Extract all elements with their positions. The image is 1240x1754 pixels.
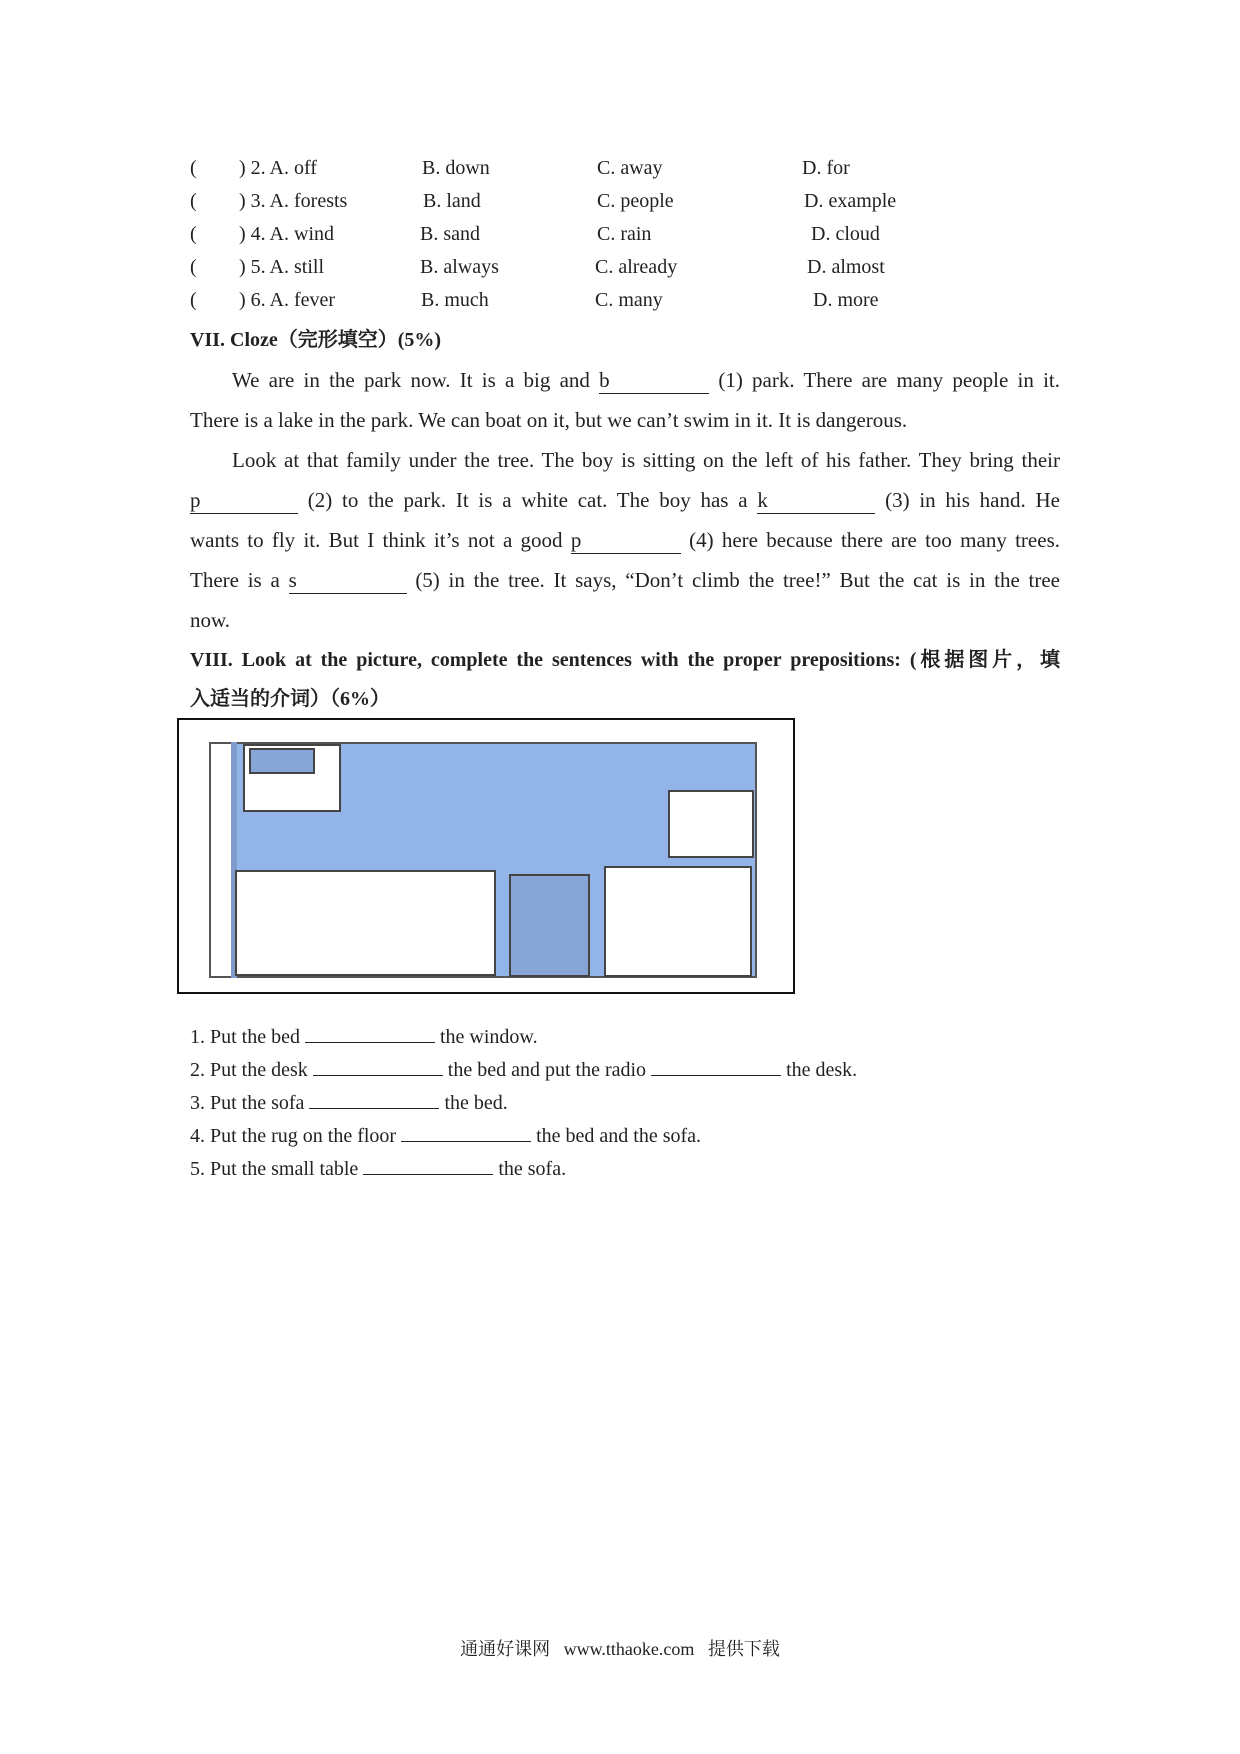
mc-option-d: D. cloud [811,223,880,245]
cloze-text: (2) to the park. It is a white cat. The boy has a [298,488,758,512]
answer-blank[interactable] [305,1018,435,1043]
cloze-text: (3) in his hand. He [875,488,1060,512]
cloze-blank-1[interactable] [599,367,709,394]
page-footer: 通通好课网 www.tthaoke.com 提供下载 [460,1639,780,1659]
bed-furniture [235,870,496,976]
question-text: 5. Put the small table [190,1158,364,1180]
cloze-line-6 [190,560,1060,600]
cloze-blank-5[interactable] [289,567,407,594]
mc-option-c: C. people [597,190,674,212]
mc-option-b: B. always [420,256,499,278]
answer-paren: ( [190,256,197,278]
answer-paren: ( [190,223,197,245]
section-8-heading: VIII. Look at the picture, complete the sentences with the proper prepositions: (根据图片，填 [190,649,1060,671]
cloze-hint-letter: p [190,488,201,512]
mc-option-a: ) 2. A. off [239,157,317,179]
cloze-line-1 [190,360,1060,400]
preposition-question-4 [190,1117,701,1153]
radio-furniture [249,748,315,774]
answer-blank[interactable] [401,1117,531,1142]
mc-option-c: C. rain [597,223,652,245]
mc-option-c: C. away [597,157,663,179]
mc-option-c: C. many [595,289,663,311]
cloze-blank-3[interactable] [757,487,875,514]
mc-option-b: B. down [422,157,490,179]
cloze-hint-letter: k [757,488,768,512]
mc-option-a: ) 4. A. wind [239,223,334,245]
room-left-wall [209,742,233,978]
section-7-heading: VII. Cloze（完形填空）(5%) [190,329,442,351]
preposition-question-3 [190,1084,508,1120]
mc-question-3 [190,186,950,216]
mc-option-a: ) 6. A. fever [239,289,336,311]
question-text: the bed and the sofa. [531,1125,702,1147]
mc-option-b: B. much [421,289,489,311]
question-text: 3. Put the sofa [190,1092,310,1114]
cloze-line-3: Look at that family under the tree. The boy is sitting on the left of his father. They bring their [232,448,1060,472]
cloze-text: There is a [190,568,289,592]
question-text: the desk. [781,1059,858,1081]
cloze-hint-letter: b [599,368,610,392]
question-text: the bed. [439,1092,508,1114]
question-text: 1. Put the bed [190,1026,305,1048]
mc-question-2 [190,153,950,183]
cloze-blank-2[interactable] [190,487,298,514]
cloze-line-4 [190,480,1060,520]
answer-paren: ( [190,190,197,212]
mc-option-d: D. almost [807,256,885,278]
mc-option-c: C. already [595,256,678,278]
cloze-text: (4) here because there are too many trees. [680,528,1060,552]
answer-blank[interactable] [309,1084,439,1109]
mc-option-d: D. example [804,190,897,212]
answer-blank[interactable] [651,1051,781,1076]
cloze-line-5 [190,520,1060,560]
rug-furniture [509,874,590,977]
preposition-question-2 [190,1051,857,1087]
question-text: the bed and put the radio [442,1059,652,1081]
question-text: the sofa. [493,1158,567,1180]
question-text: 2. Put the desk [190,1059,313,1081]
preposition-question-5 [190,1150,566,1186]
answer-paren: ( [190,289,197,311]
cloze-text: (1) park. There are many people in it. [709,368,1060,392]
cloze-line-7: now. [190,608,231,632]
mc-question-6 [190,285,950,315]
mc-option-d: D. more [813,289,879,311]
small-table-furniture [668,790,754,858]
cloze-text: wants to fly it. But I think it’s not a good [190,528,571,552]
mc-option-b: B. land [423,190,481,212]
sofa-furniture [604,866,752,977]
answer-blank[interactable] [313,1051,443,1076]
preposition-question-1 [190,1018,538,1054]
cloze-hint-letter: s [288,568,297,592]
cloze-hint-letter: p [570,528,582,552]
mc-question-5 [190,252,950,282]
question-text: 4. Put the rug on the floor [190,1125,402,1147]
question-text: the window. [435,1026,538,1048]
cloze-text: (5) in the tree. It says, “Don’t climb the tree!” But the cat is in the tree [406,568,1060,592]
cloze-line-2: There is a lake in the park. We can boat on it, but we can’t swim in it. It is dangerous. [190,408,908,432]
mc-option-a: ) 3. A. forests [239,190,348,212]
cloze-text: We are in the park now. It is a big and [232,368,600,392]
mc-option-a: ) 5. A. still [239,256,325,278]
cloze-blank-4[interactable] [571,527,681,554]
section-8-heading-cont: 入适当的介词）（6%） [190,688,390,710]
answer-paren: ( [190,157,197,179]
mc-option-b: B. sand [420,223,480,245]
mc-option-d: D. for [802,157,850,179]
mc-question-4 [190,219,950,249]
room-picture [177,718,795,994]
answer-blank[interactable] [363,1150,493,1175]
